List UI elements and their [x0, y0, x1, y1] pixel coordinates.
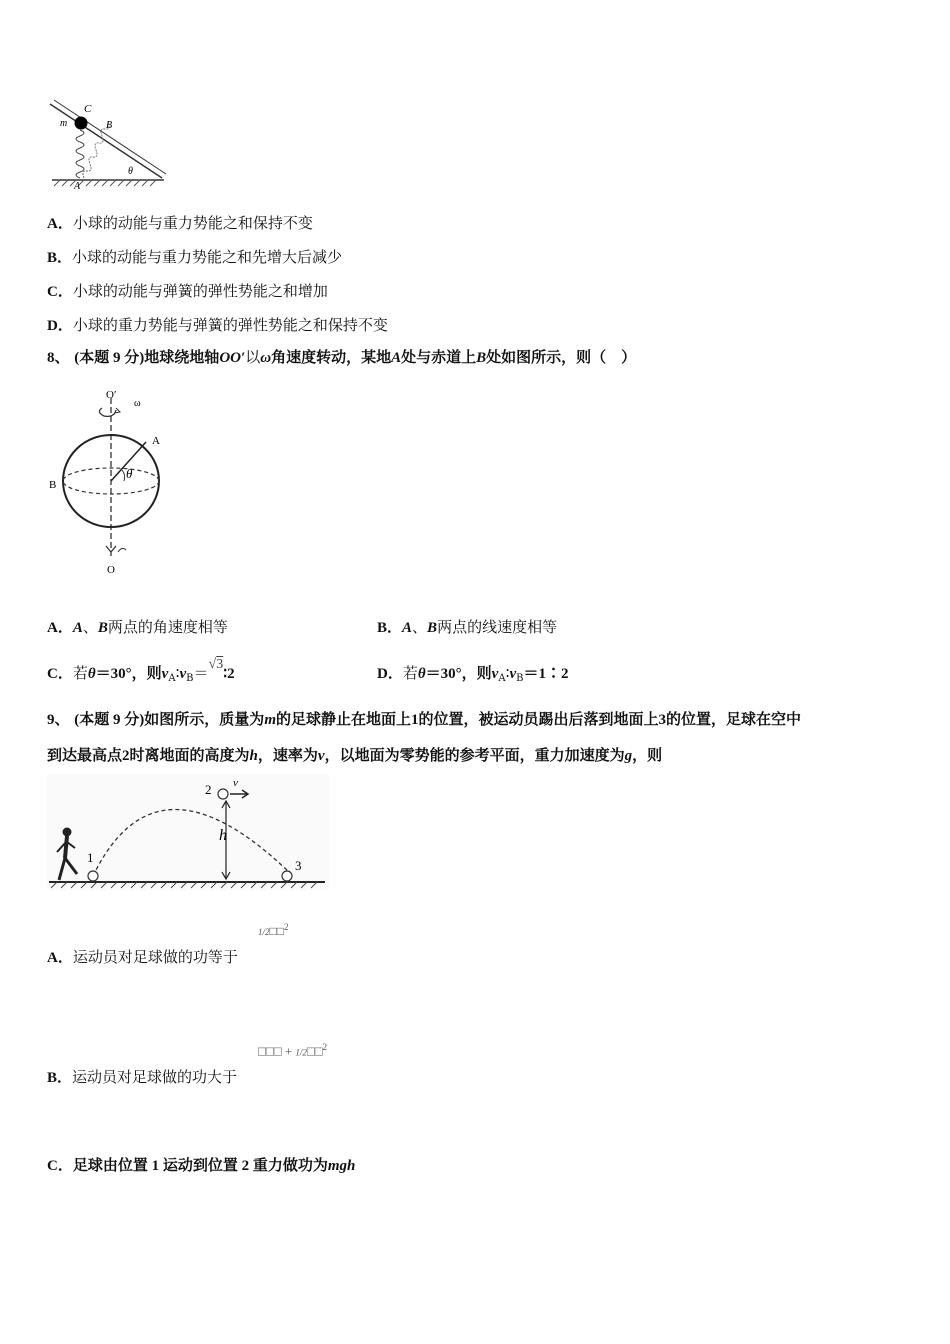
- label-o-prime: O′: [106, 389, 117, 401]
- label-velocity: v: [233, 777, 238, 789]
- q7-option-b: B．小球的动能与重力势能之和先增大后减少: [47, 248, 343, 266]
- q9-option-b-formula: □□□ + 1/2□□$^2$: [258, 1042, 328, 1059]
- q8-stem: 8、 (本题 9 分)地球绕地轴OO′以ω角速度转动，某地A处与赤道上B处如图所示，则（ ）: [47, 348, 637, 366]
- label-point-b: B: [49, 479, 57, 491]
- ball-position-2: [218, 789, 228, 799]
- q8-option-a: A．A、B两点的角速度相等: [47, 618, 228, 636]
- label-theta-angle: θ: [126, 466, 133, 481]
- label-position-3: 3: [295, 858, 302, 873]
- q9-option-a-formula: 1/2□□$^2$: [258, 922, 289, 938]
- q9-stem-line1: 9、 (本题 9 分)如图所示，质量为m的足球静止在地面上1的位置，被运动员踢出后落到地面上3的位置，足球在空中: [47, 712, 802, 728]
- label-a: A: [74, 181, 81, 190]
- label-b: B: [106, 120, 113, 131]
- label-c: C: [84, 103, 92, 115]
- q9-option-c: C．足球由位置 1 运动到位置 2 重力做功为mgh: [47, 1158, 356, 1174]
- q9-option-a: A．运动员对足球做的功等于: [47, 948, 238, 966]
- q8-option-d: D．若θ＝30°，则$v_A∶v_B=1∶2$: [377, 664, 569, 684]
- label-m: m: [60, 118, 68, 129]
- label-o: O: [107, 564, 115, 576]
- label-position-2: 2: [205, 782, 212, 797]
- q7-option-c: C．小球的动能与弹簧的弹性势能之和增加: [47, 282, 328, 300]
- q8-option-c: C．若θ＝30°，则$v_A∶v_B=√3∶2$: [47, 657, 235, 684]
- label-height: h: [219, 827, 227, 844]
- q9-option-b: B．运动员对足球做的功大于: [47, 1068, 238, 1086]
- ball-position-3: [282, 871, 292, 881]
- label-position-1: 1: [87, 850, 94, 865]
- trajectory-figure: [47, 774, 329, 890]
- label-point-a: A: [152, 435, 160, 447]
- q7-option-d: D．小球的重力势能与弹簧的弹性势能之和保持不变: [47, 316, 388, 334]
- label-theta: θ: [128, 166, 133, 177]
- ball-position-1: [88, 871, 98, 881]
- ball-c: [75, 117, 88, 130]
- q8-option-b: B．A、B两点的线速度相等: [377, 618, 558, 636]
- earth-figure: [44, 386, 194, 578]
- label-omega: ω: [134, 398, 141, 409]
- q9-stem-line2: 到达最高点2时离地面的高度为h，速率为v，以地面为零势能的参考平面，重力加速度为g，则: [47, 748, 663, 764]
- q7-option-a: A．小球的动能与重力势能之和保持不变: [47, 214, 313, 232]
- incline-spring-figure: [44, 98, 168, 190]
